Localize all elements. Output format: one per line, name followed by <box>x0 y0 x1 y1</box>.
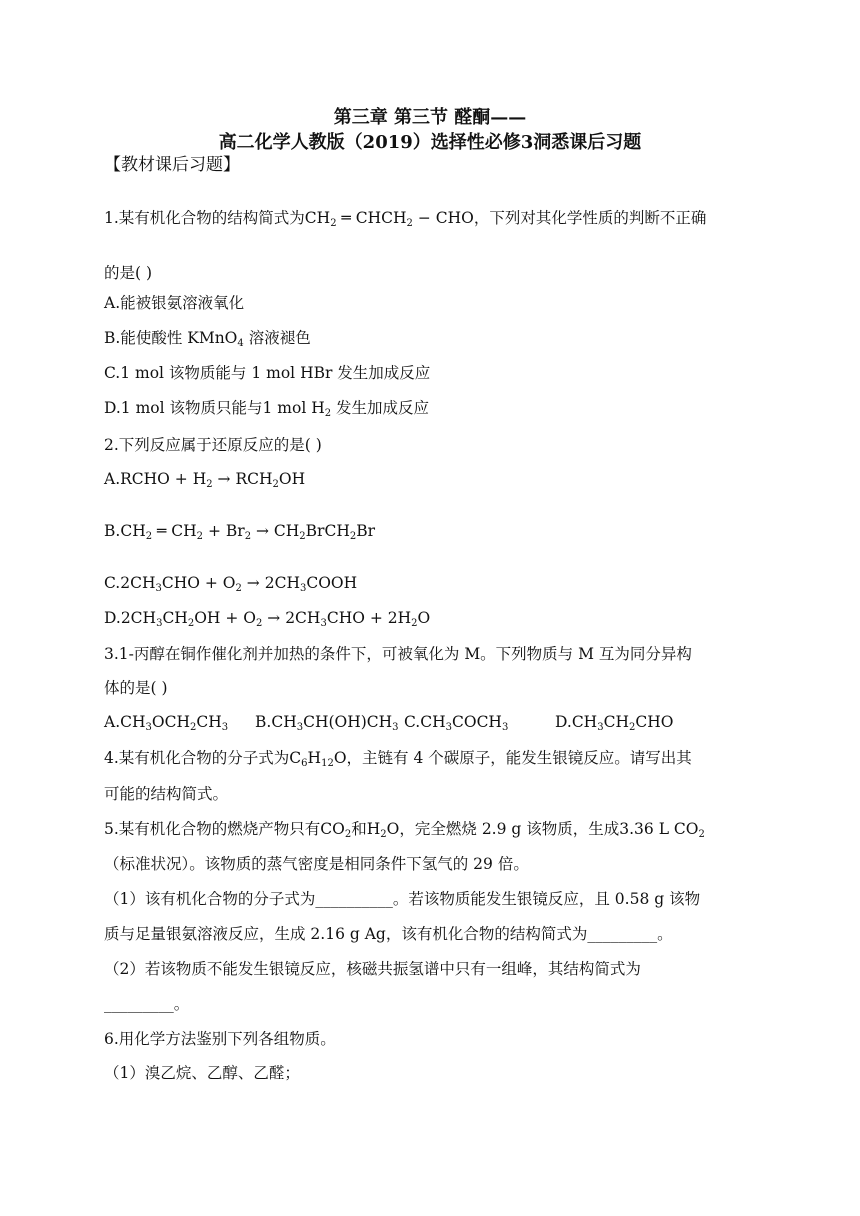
q3-option-d: $D.CH_3CH_2CHO$ <box>555 713 674 733</box>
q5-stem-line2: （标准状况）。该物质的蒸气密度是相同条件下氢气的 29 倍。 <box>104 855 529 873</box>
q1-option-d: D.1 mol 该物质只能与1 mol $H_2$ 发生加成反应 <box>104 399 430 419</box>
q3-option-b: $B.CH_3CH(OH)CH_3$ <box>255 713 399 733</box>
q6-part1: （1）溴乙烷、乙醇、乙醛； <box>104 1064 300 1082</box>
q1-formula: $CH_2$ ═ $CHCH_2$ − CHO <box>304 209 474 229</box>
q3-option-a: $A.CH_3OCH_2CH_3$ <box>104 713 229 733</box>
q1-stem-line1: 1.某有机化合物的结构简式为$CH_2$ ═ $CHCH_2$ − CHO，下列对其化学性质的判断不正确 <box>104 209 707 229</box>
title-line-2: 高二化学人教版（2019）选择性必修3洞悉课后习题 <box>218 132 642 153</box>
q2-option-c: $C.2CH_3CHO + O_2$ → $2CH_3COOH$ <box>104 574 358 594</box>
q5-part2-line1: （2）若该物质不能发生银镜反应，核磁共振氢谱中只有一组峰，其结构简式为 <box>104 960 641 978</box>
section-heading: 【教材课后习题】 <box>104 155 240 175</box>
q2-option-b: $B.CH_2$ ═ $CH_2 + Br_2$ → $CH_2BrCH_2Br$ <box>104 522 376 542</box>
q5-stem-line1: 5.某有机化合物的燃烧产物只有$CO_2$和$H_2O$，完全燃烧 2.9 g 该物质，生成3.36 L $CO_2$ <box>104 820 705 840</box>
q4-stem-line1: 4.某有机化合物的分子式为$C_6H_{12}O$，主链有 4 个碳原子，能发生银镜反应。请写出其 <box>104 749 692 769</box>
q1-stem-line2: 的是( ) <box>104 264 153 282</box>
q1-option-b: B.能使酸性 KMnO$_4$ 溶液褪色 <box>104 329 311 349</box>
q2-option-d: $D.2CH_3CH_2OH + O_2 \to 2CH_3CHO + 2H_2O$ <box>104 609 431 629</box>
q3-stem-line2: 体的是( ) <box>104 679 168 697</box>
title-line-1: 第三章 第三节 醛酮—— <box>333 107 527 128</box>
q4-stem-line2: 可能的结构简式。 <box>104 785 229 803</box>
q5-part1-line2: 质与足量银氨溶液反应，生成 2.16 g Ag，该有机化合物的结构简式为_________。 <box>104 925 673 943</box>
q2-stem: 2.下列反应属于还原反应的是( ) <box>104 436 322 454</box>
q3-option-c: $C.CH_3COCH_3$ <box>404 713 509 733</box>
q5-part1-line1: （1）该有机化合物的分子式为__________。若该物质能发生银镜反应，且 0.58 g 该物 <box>104 890 701 908</box>
q2-option-a: A.RCHO + $H_2 \to RCH_2OH$ <box>104 470 306 490</box>
q1-option-a: A.能被银氨溶液氧化 <box>104 294 245 312</box>
q3-stem-line1: 3.1-丙醇在铜作催化剂并加热的条件下，可被氧化为 M。下列物质与 M 互为同分异构 <box>104 645 692 663</box>
q6-stem: 6.用化学方法鉴别下列各组物质。 <box>104 1030 336 1048</box>
q5-part2-line2: _________。 <box>104 995 190 1013</box>
q1-option-c: C.1 mol 该物质能与 1 mol HBr 发生加成反应 <box>104 364 431 382</box>
